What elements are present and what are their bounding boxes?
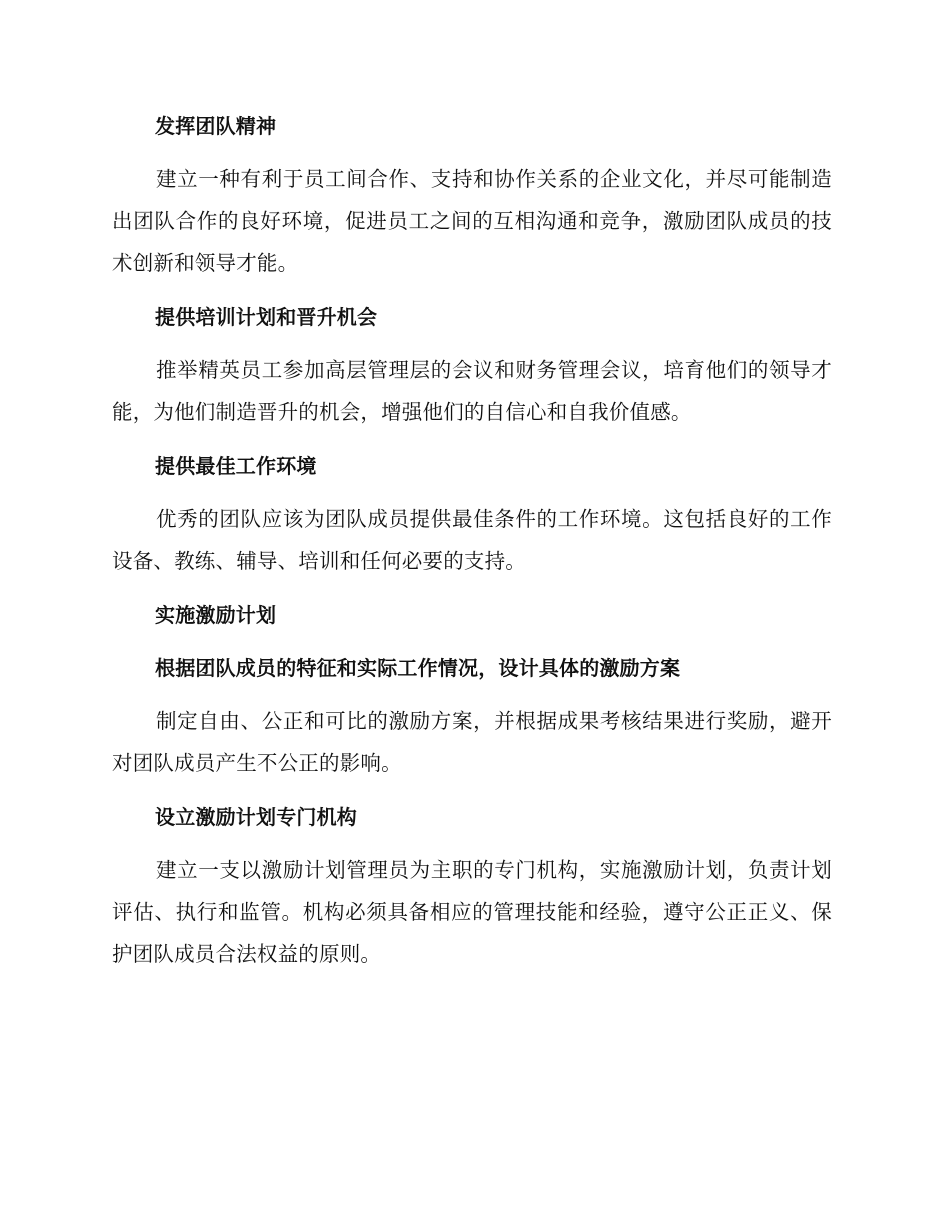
section-paragraph-team-spirit: 建立一种有利于员工间合作、支持和协作关系的企业文化，并尽可能制造出团队合作的良好环境，促进员工之间的互相沟通和竞争，激励团队成员的技术创新和领导才能。 [112, 167, 832, 275]
section-heading-training-promotion: 提供培训计划和晋升机会 [155, 305, 378, 329]
section-heading-implement-incentive: 实施激励计划 [155, 603, 277, 627]
section-heading-design-incentive-plan: 根据团队成员的特征和实际工作情况，设计具体的激励方案 [155, 656, 681, 680]
section-paragraph-work-environment: 优秀的团队应该为团队成员提供最佳条件的工作环境。这包括良好的工作设备、教练、辅导、培训和任何必要的支持。 [112, 507, 832, 573]
section-paragraph-design-incentive-plan: 制定自由、公正和可比的激励方案，并根据成果考核结果进行奖励，避开对团队成员产生不公正的影响。 [112, 709, 832, 775]
document-content [112, 106, 832, 975]
section-heading-incentive-agency: 设立激励计划专门机构 [155, 805, 357, 829]
section-paragraph-training-promotion: 推举精英员工参加高层管理层的会议和财务管理会议，培育他们的领导才能，为他们制造晋升的机会，增强他们的自信心和自我价值感。 [112, 358, 832, 424]
section-heading-work-environment: 提供最佳工作环境 [155, 454, 317, 478]
section-paragraph-incentive-agency: 建立一支以激励计划管理员为主职的专门机构，实施激励计划，负责计划评估、执行和监管。机构必须具备相应的管理技能和经验，遵守公正正义、保护团队成员合法权益的原则。 [112, 858, 832, 966]
section-heading-team-spirit: 发挥团队精神 [155, 114, 277, 138]
